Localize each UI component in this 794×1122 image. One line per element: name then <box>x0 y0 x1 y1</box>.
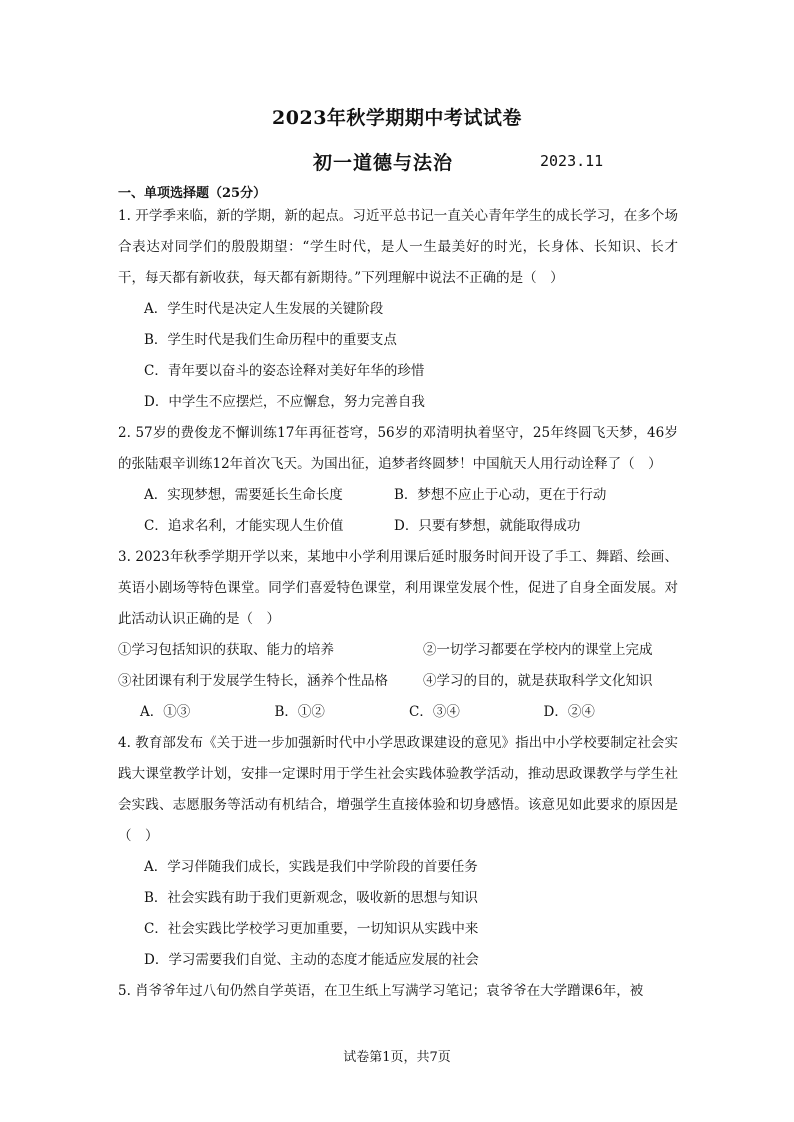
question-1-stem: 1. 开学季来临，新的学期，新的起点。习近平总书记一直关心青年学生的成长学习，在多个场合表达对同学们的殷殷期望：“学生时代，是人一生最美好的时光，长身体、长知识、长才干，每天都有新收获，每天都有新期待。”下列理解中说法不正确的是（ ） <box>118 208 678 286</box>
question-list <box>118 201 678 1007</box>
question-3-statements-row-1 <box>118 635 678 666</box>
question-4-stem: 4. 教育部发布《关于进一步加强新时代中小学思政课建设的意见》指出中小学校要制定社会实践大课堂教学计划，安排一定课时用于学生社会实践体验教学活动，推动思政课教学与学生社会实践、志愿服务等活动有机结合，增强学生直接体验和切身感悟。该意见如此要求的原因是（ ） <box>118 735 678 844</box>
question-3-statements-row-2 <box>118 666 678 697</box>
question-3-statement-1: ①学习包括知识的获取、能力的培养 <box>118 642 334 658</box>
question-1-option-b: B．学生时代是我们生命历程中的重要支点 <box>144 332 397 348</box>
question-4-option-b: B．社会实践有助于我们更新观念，吸收新的思想与知识 <box>144 890 478 906</box>
question-4-option-d: D．学习需要我们自觉、主动的态度才能适应发展的社会 <box>144 952 479 968</box>
exam-subject: 初一道德与法治 <box>313 152 454 174</box>
question-3-option-d: D．②④ <box>543 704 595 720</box>
question-3-option-c: C．③④ <box>409 704 460 720</box>
question-2-option-a: A．实现梦想，需要延长生命长度 <box>144 487 343 503</box>
exam-title: 2023年秋学期期中考试试卷 <box>272 107 522 129</box>
question-1-option-d: D．中学生不应摆烂，不应懈怠，努力完善自我 <box>144 394 425 410</box>
question-3-statement-2: ②一切学习都要在学校内的课堂上完成 <box>423 642 653 658</box>
question-3-statement-4: ④学习的目的，就是获取科学文化知识 <box>423 673 653 689</box>
question-1-option-a: A．学生时代是决定人生发展的关键阶段 <box>144 301 384 317</box>
question-3-statement-3: ③社团课有利于发展学生特长，涵养个性品格 <box>118 673 388 689</box>
question-2-options-row-2 <box>118 511 678 542</box>
question-2-option-c: C．追求名利，才能实现人生价值 <box>144 518 344 534</box>
question-4-option-c: C．社会实践比学校学习更加重要，一切知识从实践中来 <box>144 921 479 937</box>
question-3-options <box>118 697 678 728</box>
question-3-option-b: B．①② <box>274 704 325 720</box>
exam-date: 2023.11 <box>540 152 604 170</box>
section-heading: 一、单项选择题（25分） <box>118 186 267 201</box>
question-1-option-c: C．青年要以奋斗的姿态诠释对美好年华的珍惜 <box>144 363 425 379</box>
question-2-stem: 2. 57岁的费俊龙不懈训练17年再征苍穹，56岁的邓清明执着坚守，25年终圆飞天梦，46岁的张陆艰辛训练12年首次飞天。为国出征，追梦者终圆梦！中国航天人用行动诠释了（ ） <box>118 425 678 472</box>
question-2-options-row-1 <box>118 480 678 511</box>
question-2-option-b: B．梦想不应止于心动，更在于行动 <box>394 487 607 503</box>
question-3-option-a: A．①③ <box>140 704 191 720</box>
question-5-stem: 5. 肖爷爷年过八旬仍然自学英语，在卫生纸上写满学习笔记；袁爷爷在大学蹭课6年，被 <box>118 983 644 999</box>
question-2-option-d: D．只要有梦想，就能取得成功 <box>394 518 581 534</box>
page-footer: 试卷第1页，共7页 <box>343 1050 451 1065</box>
question-3-stem: 3. 2023年秋季学期开学以来，某地中小学利用课后延时服务时间开设了手工、舞蹈、绘画、英语小剧场等特色课堂。同学们喜爱特色课堂，利用课堂发展个性，促进了自身全面发展。对此活动认识正确的是（ ） <box>118 549 678 627</box>
question-4-option-a: A．学习伴随我们成长，实践是我们中学阶段的首要任务 <box>144 859 478 875</box>
